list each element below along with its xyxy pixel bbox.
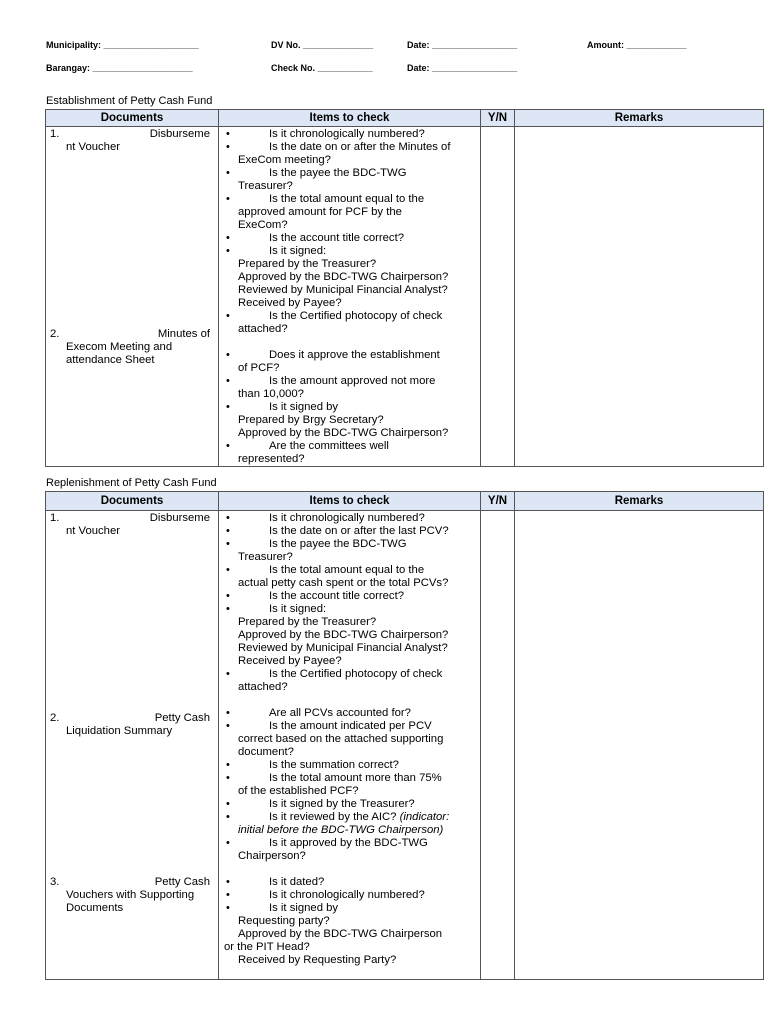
documents-column-header: Documents [46,492,219,511]
check-item: • Is the amount approved not more than 10,000? [219,375,480,401]
check-item-cont: Received by Requesting Party? [238,954,397,966]
check-item: • Is the account title correct? [219,590,480,603]
check-item: • Is the date on or after the Minutes of ExeCom meeting? [219,141,480,167]
document-item [50,128,218,154]
replenishment-checklist-table [45,491,764,980]
document-item [50,712,218,738]
check-item: • Is the total amount equal to the actual petty cash spent or the total PCVs? [219,564,480,590]
establishment-section-title: Establishment of Petty Cash Fund [46,95,213,107]
check-item: • Is the payee the BDC-TWG Treasurer? [219,167,480,193]
check-item: • Is it chronologically numbered? [219,889,480,902]
yn-cell[interactable] [481,511,515,980]
document-name: Minutes of [157,328,210,340]
documents-column-header: Documents [46,110,219,127]
document-name-cont: attendance Sheet [66,354,155,366]
document-name-cont: Execom Meeting and [66,341,173,353]
check-item: • Is the total amount more than 75% of the established PCF? [219,772,480,798]
check-item: • Is the payee the BDC-TWG Treasurer? [219,538,480,564]
document-name: Disburseme [149,128,210,140]
municipality-field: Municipality: ___________________ [46,40,199,50]
remarks-column-header: Remarks [515,492,764,511]
items-cell [219,127,481,467]
dv-number-field: DV No. ______________ [271,40,374,50]
yn-column-header: Y/N [481,110,515,127]
check-item: • Are the committees well represented? [219,440,480,466]
document-item [50,512,218,538]
document-number: 1. [50,128,60,140]
check-item: • Is the Certified photocopy of check attached? [219,668,480,694]
document-number: 2. [50,328,60,340]
check-item: • Is it approved by the BDC-TWG Chairperson? [219,837,480,863]
documents-cell [46,511,219,980]
document-name-cont: Documents [66,902,124,914]
check-item: • Is it signed: Prepared by the Treasurer? Approved by the BDC-TWG Chairperson? Reviewed by Municipal Financial Analyst? Received by Payee? [219,245,480,310]
items-column-header: Items to check [219,110,481,127]
document-item [50,876,218,915]
items-column-header: Items to check [219,492,481,511]
check-item: • Is it signed by Prepared by Brgy Secretary? Approved by the BDC-TWG Chairperson? [219,401,480,440]
check-item: • Is it chronologically numbered? [219,512,480,525]
document-name-cont: nt Voucher [66,141,121,153]
replenishment-section-title: Replenishment of Petty Cash Fund [46,477,217,489]
check-item: • Is it signed by Requesting party? Approved by the BDC-TWG Chairperson [219,902,480,941]
check-item: • Is it signed: Prepared by the Treasurer? Approved by the BDC-TWG Chairperson? Reviewed by Municipal Financial Analyst? Received by Payee? [219,603,480,668]
yn-column-header: Y/N [481,492,515,511]
document-number: 3. [50,876,60,888]
document-name: Petty Cash [154,712,210,724]
document-name-cont: nt Voucher [66,525,121,537]
check-item: • Is the summation correct? [219,759,480,772]
check-item: • Is the Certified photocopy of check attached? [219,310,480,336]
check-item: • Is the total amount equal to the approved amount for PCF by the ExeCom? [219,193,480,232]
amount-field: Amount: ____________ [587,40,687,50]
document-number: 2. [50,712,60,724]
document-name-cont: Liquidation Summary [66,725,173,737]
check-item: • Are all PCVs accounted for? [219,707,480,720]
check-item: • Is it reviewed by the AIC? (indicator: initial before the BDC-TWG Chairperson) [219,811,480,837]
check-item: • Is it chronologically numbered? [219,128,480,141]
document-name-cont: Vouchers with Supporting [66,889,195,901]
check-item: • Is the account title correct? [219,232,480,245]
check-number-field: Check No. ___________ [271,63,373,73]
check-item-cont: or the PIT Head? [224,941,310,953]
document-number: 1. [50,512,60,524]
date-field-2: Date: _________________ [407,63,518,73]
check-item: • Is it dated? [219,876,480,889]
date-field-1: Date: _________________ [407,40,518,50]
document-name: Disburseme [149,512,210,524]
establishment-checklist-table [45,109,764,467]
check-item: • Is the date on or after the last PCV? [219,525,480,538]
check-item: • Is it signed by the Treasurer? [219,798,480,811]
items-cell [219,511,481,980]
remarks-column-header: Remarks [515,110,764,127]
documents-cell [46,127,219,467]
document-name: Petty Cash [154,876,210,888]
yn-cell[interactable] [481,127,515,467]
check-item: • Is the amount indicated per PCV correct based on the attached supporting document? [219,720,480,759]
remarks-cell[interactable] [515,511,764,980]
remarks-cell[interactable] [515,127,764,467]
document-item [50,328,218,367]
check-item: • Does it approve the establishment of PCF? [219,349,480,375]
barangay-field: Barangay: ____________________ [46,63,193,73]
